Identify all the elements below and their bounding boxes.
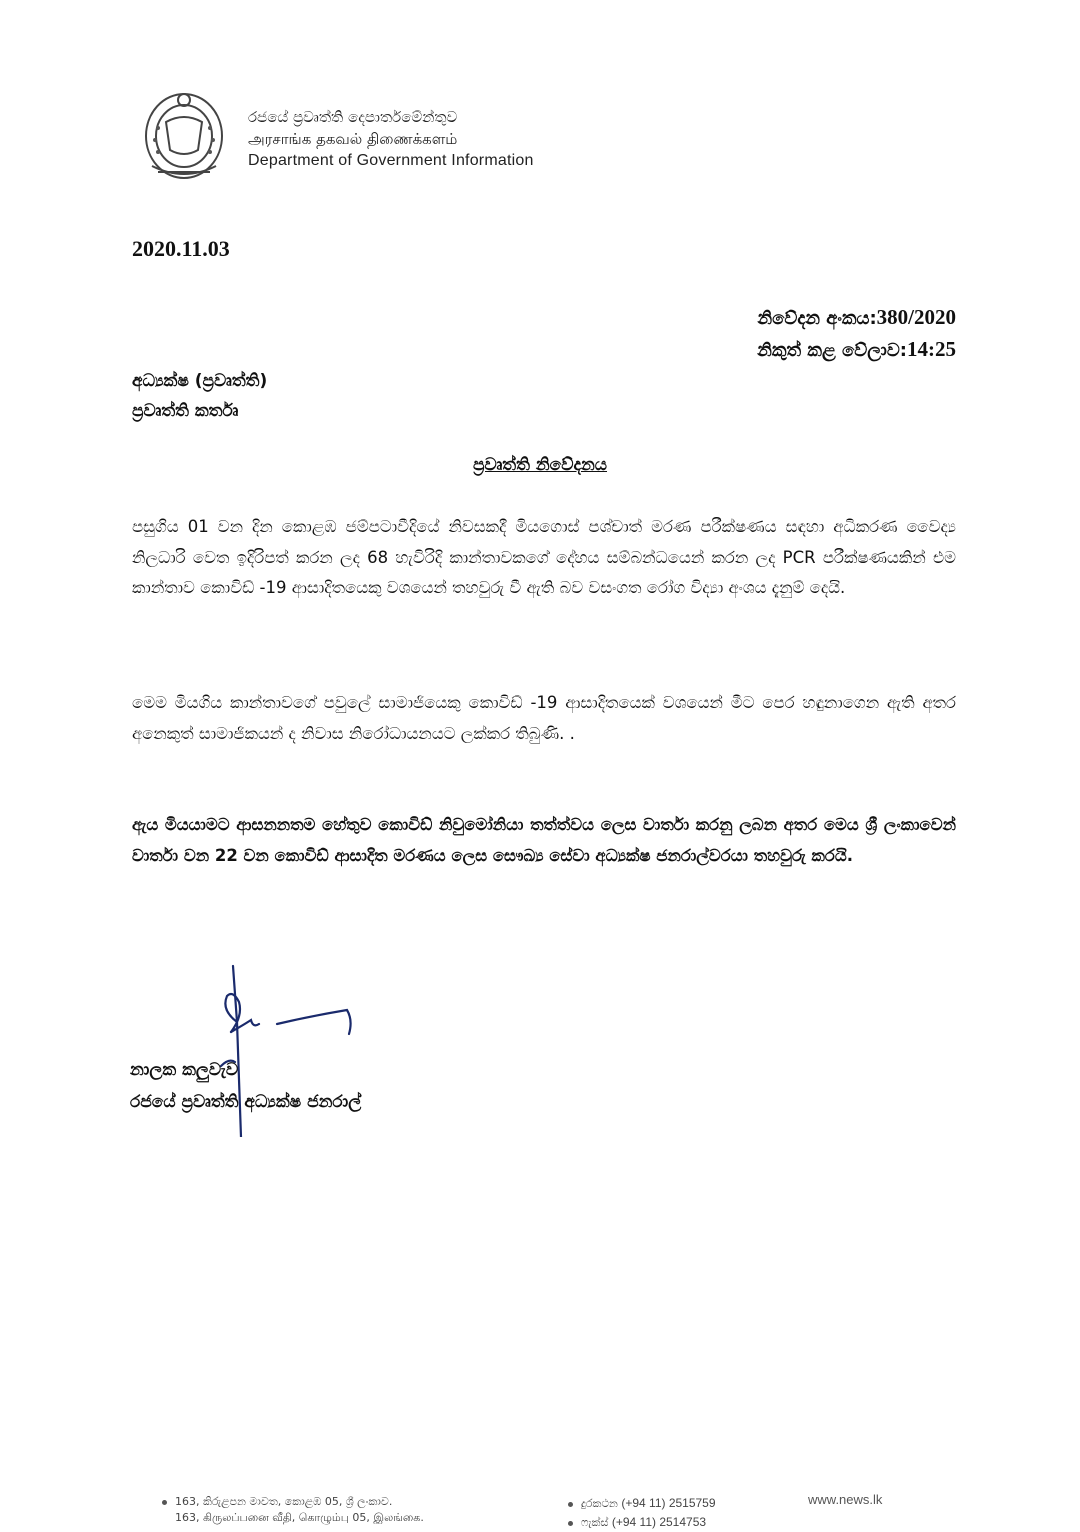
letterhead — [138, 88, 598, 188]
phone-label: දුරකථන — [581, 1497, 618, 1510]
dept-name-tamil: அரசாங்க தகவல் திணைக்களம் — [248, 130, 458, 148]
recipient-line-1: අධ්‍යක්ෂ (ප්‍රවෘත්ති) — [132, 371, 268, 391]
issue-time-line — [757, 334, 956, 366]
signatory-title: රජයේ ප්‍රවෘත්ති අධ්‍යක්ෂ ජනරාල් — [130, 1092, 362, 1112]
notice-number-line — [757, 302, 956, 334]
dept-name-sinhala: රජයේ ප්‍රවෘත්ති දෙපාර්තමේන්තුව — [248, 108, 458, 126]
fax-number: (+94 11) 2514753 — [611, 1515, 707, 1529]
address-tamil: 163, கிருலப்பனை வீதி, கொழும்பு 05, இலங்கை. — [175, 1511, 424, 1524]
signatory-name: නාලක කලුවැව — [130, 1060, 239, 1080]
footer-address — [162, 1494, 424, 1526]
body-paragraph-2: මෙම මියගිය කාන්තාවගේ පවුලේ සාමාජියෙකු කොවිඩ් -19 ආසාදිතයෙක් වශයෙන් මීට පෙර හඳුනාගෙන ඇති අතර අනෙකුත් සාමාජිකයන් ද නිවාස නිරෝධායනයට ලක්කර තිබුණි. . — [132, 693, 956, 743]
notice-number-value: 380/2020 — [876, 305, 956, 329]
release-date: 2020.11.03 — [132, 236, 230, 261]
bullet-icon — [162, 1500, 167, 1505]
department-name — [248, 106, 534, 172]
notice-meta — [757, 302, 956, 366]
dept-name-english: Department of Government Information — [248, 152, 534, 169]
bullet-icon — [568, 1502, 573, 1507]
body-paragraph-1: පසුගිය 01 වන දින කොළඹ ජම්පටාවීදියේ නිවසකදී මියගොස් පශ්චාත් මරණ පරීක්ෂණය සඳහා අධිකරණ වෛද්‍ය නිලධාරි වෙත ඉදිරිපත් කරන ලද 68 හැවිරිදි කාන්තාවකගේ දේහය සම්බන්ධයෙන් කරන ලද PCR පරීක්ෂණයකින් එම කාන්තාව කොවිඩ් -19 ආසාදිතයෙකු වශයෙන් තහවුරු වී ඇති බව වසංගත රෝග විද්‍යා අංශය දැනුම් දෙයි. — [132, 517, 956, 597]
body-paragraph-3: ඇය මියයාමට ආසනනතම හේතුව කොවිඩ් නිවුමෝනියා තත්ත්වය ලෙස වාර්තා කරනු ලබන අතර මෙය ශ්‍රී ලංකාවෙන් වාර්තා වන 22 වන කොවිඩ් ආසාදිත මරණය ලෙස සෞඛ්‍ය සේවා අධ්‍යක්ෂ ජනරාල්වරයා තහවුරු කරයි. — [132, 815, 956, 865]
footer-website: www.news.lk — [808, 1492, 883, 1507]
recipients — [132, 366, 267, 426]
document-title — [0, 455, 1080, 475]
fax-label: ෆැක්ස් — [581, 1516, 609, 1529]
notice-number-label: නිවේදන අංකය: — [757, 308, 877, 329]
sri-lanka-emblem-icon — [138, 88, 230, 184]
document-title-text: ප්‍රවෘත්ති නිවේදනය — [472, 455, 608, 475]
issue-time-value: 14:25 — [907, 337, 956, 361]
signatory — [130, 1054, 361, 1118]
letter-footer — [0, 1480, 1080, 1528]
bullet-icon — [568, 1521, 573, 1526]
phone-number: (+94 11) 2515759 — [621, 1496, 716, 1510]
address-sinhala: 163, කිරුළපන මාවත, කොළඹ 05, ශ්‍රී ලංකාව. — [175, 1495, 393, 1508]
recipient-line-2: ප්‍රවෘත්ති කර්තෘ — [132, 401, 239, 421]
issue-time-label: නිකුත් කළ වේලාව: — [757, 340, 907, 361]
footer-contacts — [568, 1494, 716, 1532]
